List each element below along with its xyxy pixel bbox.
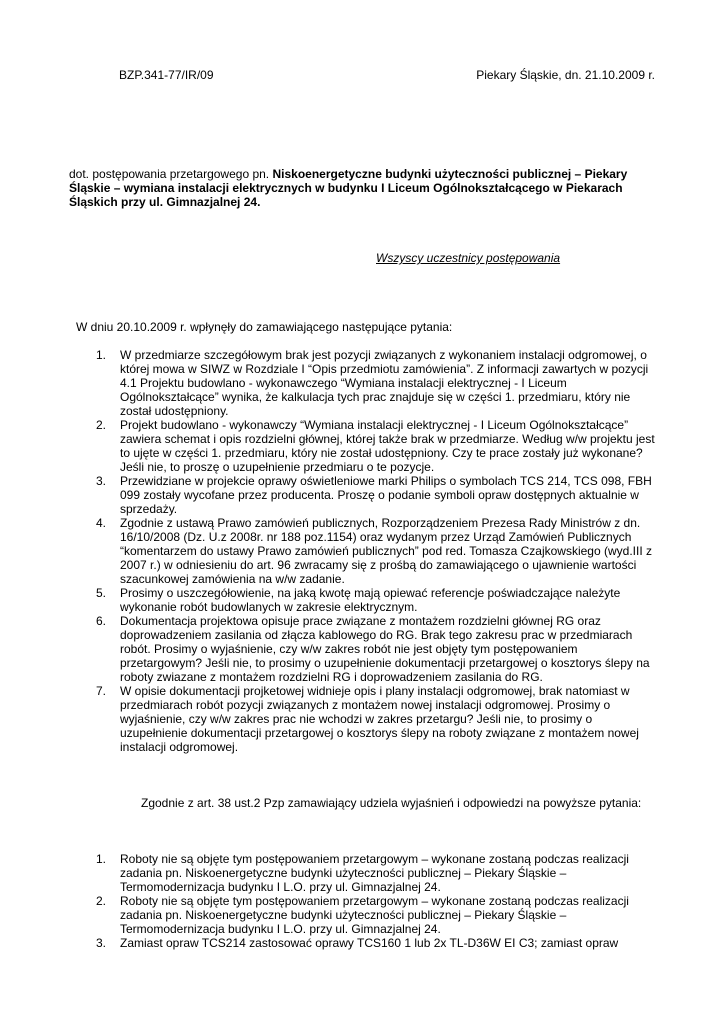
answer-item — [96, 936, 656, 950]
question-text: Zgodnie z ustawą Prawo zamówień publicznych, Rozporządzeniem Prezesa Rady Ministrów z dn. 16/10/2008 (Dz. U.z 2008r. nr 188 poz.1154) oraz wydanym przez Urząd Zamówień Publicznych “komentarzem do ustawy Prawo zamówień publicznych” pod red. Tomasza Czajkowskiego (wyd.III z 2007 r.) w odniesieniu do art. 96 zwracamy się z prośbą do zamawiającego o ujawnienie wartości szacunkowej zamówienia na w/w zadanie. — [120, 516, 652, 586]
question-text: Prosimy o uszczegółowienie, na jaką kwotę mają opiewać referencje poświadczające należyte wykonanie robót budowlanych w zakresie elektrycznym. — [120, 586, 621, 614]
subject-title: Niskoenergetyczne budynki użyteczności publicznej – Piekary Śląskie – wymiana instalacji elektrycznych w budynku I Liceum Ogólnokształcącego w Piekarach Śląskich przy ul. Gimnazjalnej 24. — [69, 167, 628, 209]
answer-text: Roboty nie są objęte tym postępowaniem przetargowym – wykonane zostaną podczas realizacji zadania pn. Niskoenergetyczne budynki użyteczności publicznej – Piekary Śląskie – Termomodernizacja budynku I L.O. przy ul. Gimnazjalnej 24. — [120, 894, 629, 936]
questions-list — [96, 348, 656, 754]
question-number: 3. — [96, 474, 107, 488]
answer-item — [96, 894, 656, 936]
recipients: Wszyscy uczestnicy postępowania — [376, 251, 561, 265]
answer-number: 1. — [96, 852, 107, 866]
question-number: 6. — [96, 614, 107, 628]
question-number: 4. — [96, 516, 107, 530]
question-item — [96, 348, 656, 418]
question-item — [96, 474, 656, 516]
answer-number: 3. — [96, 936, 107, 950]
question-text: Przewidziane w projekcie oprawy oświetleniowe marki Philips o symbolach TCS 214, TCS 098, FBH 099 zostały wycofane przez producenta. Proszę o podanie symboli opraw dostępnych aktualnie w sprzedaży. — [120, 474, 652, 516]
question-text: Projekt budowlano - wykonawczy “Wymiana instalacji elektrycznej - I Liceum Ogólnokształcące” zawiera schemat i opis rozdzielni głównej, której także brak w przedmiarze. Według w/w projektu jest to ujęte w części 1. przedmiaru, który nie został udostępniony. Czy te prace zostały już wykonane? Jeśli nie, to proszę o uzupełnienie przedmiaru o te pozycje. — [120, 418, 655, 474]
subject-prefix: dot. postępowania przetargowego pn. — [69, 167, 273, 181]
question-text: Dokumentacja projektowa opisuje prace związane z montażem rozdzielni głównej RG oraz doprowadzeniem zasilania od złącza kablowego do RG. Brak tego zakresu prac w przedmiarach robót. Prosimy o wyjaśnienie, czy w/w zakres robót nie jest objęty tym postępowaniem przetargowym? Jeśli nie, to prosimy o uzupełnienie dokumentacji przetargowej o kosztorys ślepy na roboty zwiazane z montażem rozdzielni RG i doprowadzeniem zasilania do RG. — [120, 614, 650, 684]
answers-intro: Zgodnie z art. 38 ust.2 Pzp zamawiający udziela wyjaśnień i odpowiedzi na powyższe pytania: — [141, 796, 642, 810]
questions-intro: W dniu 20.10.2009 r. wpłynęły do zamawiającego następujące pytania: — [76, 320, 453, 334]
answer-number: 2. — [96, 894, 107, 908]
question-item — [96, 586, 656, 614]
document-reference: BZP.341-77/IR/09 — [119, 68, 214, 82]
answer-item — [96, 852, 656, 894]
question-number: 2. — [96, 418, 107, 432]
question-item — [96, 614, 656, 684]
question-number: 1. — [96, 348, 107, 362]
question-item — [96, 418, 656, 474]
place-and-date: Piekary Śląskie, dn. 21.10.2009 r. — [476, 68, 655, 82]
subject-line — [69, 167, 659, 209]
question-text: W przedmiarze szczegółowym brak jest pozycji związanych z wykonaniem instalacji odgromowej, o której mowa w SIWZ w Rozdziale I “Opis przedmiotu zamówienia”. Z informacji zawartych w pozycji 4.1 Projektu budowlano - wykonawczego “Wymiana instalacji elektrycznej - I Liceum Ogólnokształcące” wynika, że kalkulacja tych prac znajduje się w części 1. przedmiaru, który nie został udostępniony. — [120, 348, 649, 418]
answer-text: Zamiast opraw TCS214 zastosować oprawy TCS160 1 lub 2x TL-D36W EI C3; zamiast opraw — [120, 936, 619, 950]
question-text: W opisie dokumentacji projketowej widnieje opis i plany instalacji odgromowej, brak natomiast w przedmiarach robót pozycji związanych z montażem nowej instalacji odgromowej. Prosimy o wyjaśnienie, czy w/w zakres prac nie wchodzi w zakres przetargu? Jeśli nie, to prosimy o uzupełnienie dokumentacji przetargowej o kosztorys ślepy na roboty związane z montażem nowej instalacji odgromowej. — [120, 684, 639, 754]
answer-text: Roboty nie są objęte tym postępowaniem przetargowym – wykonane zostaną podczas realizacji zadania pn. Niskoenergetyczne budynki użyteczności publicznej – Piekary Śląskie – Termomodernizacja budynku I L.O. przy ul. Gimnazjalnej 24. — [120, 852, 629, 894]
answers-list — [96, 852, 656, 950]
question-item — [96, 684, 656, 754]
question-item — [96, 516, 656, 586]
question-number: 7. — [96, 684, 107, 698]
question-number: 5. — [96, 586, 107, 600]
